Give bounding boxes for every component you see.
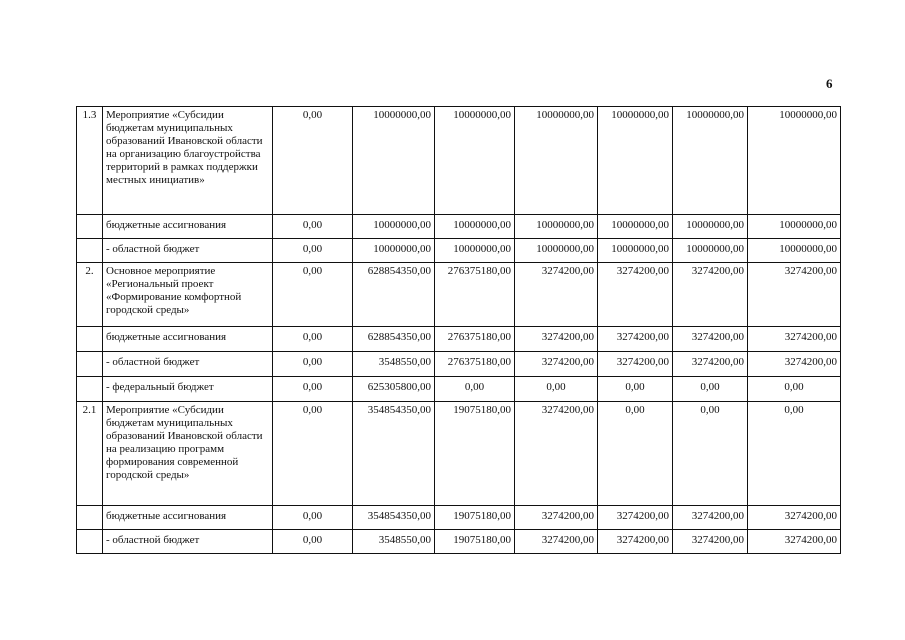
amount-cell: 0,00 <box>273 107 353 215</box>
amount-cell: 10000000,00 <box>515 215 598 239</box>
amount-cell: 10000000,00 <box>353 239 435 263</box>
amount-cell: 3274200,00 <box>673 506 748 530</box>
amount-cell: 10000000,00 <box>515 107 598 215</box>
amount-cell: 0,00 <box>273 402 353 506</box>
row-description: бюджетные ассигнования <box>103 506 273 530</box>
amount-cell: 3274200,00 <box>673 352 748 377</box>
amount-cell: 3274200,00 <box>748 263 841 327</box>
row-description: бюджетные ассигнования <box>103 327 273 352</box>
table-row <box>77 377 841 402</box>
amount-cell: 3274200,00 <box>598 327 673 352</box>
row-description: бюджетные ассигнования <box>103 215 273 239</box>
amount-cell: 10000000,00 <box>748 239 841 263</box>
amount-cell: 0,00 <box>748 377 841 402</box>
row-description: - областной бюджет <box>103 530 273 554</box>
amount-cell: 3274200,00 <box>515 506 598 530</box>
amount-cell: 628854350,00 <box>353 327 435 352</box>
amount-cell: 3274200,00 <box>515 263 598 327</box>
amount-cell: 276375180,00 <box>435 327 515 352</box>
amount-cell: 0,00 <box>515 377 598 402</box>
table-body <box>77 107 841 554</box>
amount-cell: 3548550,00 <box>353 352 435 377</box>
row-description: - федеральный бюджет <box>103 377 273 402</box>
row-code <box>77 352 103 377</box>
amount-cell: 0,00 <box>273 239 353 263</box>
amount-cell: 10000000,00 <box>673 239 748 263</box>
amount-cell: 10000000,00 <box>515 239 598 263</box>
amount-cell: 628854350,00 <box>353 263 435 327</box>
row-code <box>77 327 103 352</box>
amount-cell: 3274200,00 <box>598 530 673 554</box>
amount-cell: 276375180,00 <box>435 263 515 327</box>
amount-cell: 354854350,00 <box>353 402 435 506</box>
amount-cell: 276375180,00 <box>435 352 515 377</box>
amount-cell: 3274200,00 <box>748 506 841 530</box>
amount-cell: 0,00 <box>273 215 353 239</box>
amount-cell: 10000000,00 <box>435 107 515 215</box>
amount-cell: 3274200,00 <box>515 327 598 352</box>
amount-cell: 10000000,00 <box>673 107 748 215</box>
amount-cell: 3274200,00 <box>515 352 598 377</box>
amount-cell: 3274200,00 <box>598 263 673 327</box>
amount-cell: 10000000,00 <box>435 215 515 239</box>
amount-cell: 10000000,00 <box>598 107 673 215</box>
amount-cell: 0,00 <box>273 530 353 554</box>
row-description: Мероприятие «Субсидии бюджетам муниципальных образований Ивановской области на организацию благоустройства территорий в рамках поддержки местных инициатив» <box>103 107 273 215</box>
amount-cell: 625305800,00 <box>353 377 435 402</box>
amount-cell: 0,00 <box>598 402 673 506</box>
row-description: Мероприятие «Субсидии бюджетам муниципальных образований Ивановской области на реализацию программ формирования современной городской среды» <box>103 402 273 506</box>
budget-table <box>76 106 841 554</box>
amount-cell: 3274200,00 <box>515 530 598 554</box>
table-row <box>77 107 841 215</box>
amount-cell: 3274200,00 <box>673 263 748 327</box>
row-description: - областной бюджет <box>103 352 273 377</box>
amount-cell: 10000000,00 <box>748 107 841 215</box>
table-row <box>77 239 841 263</box>
amount-cell: 354854350,00 <box>353 506 435 530</box>
page-number: 6 <box>826 76 833 91</box>
amount-cell: 0,00 <box>748 402 841 506</box>
amount-cell: 3274200,00 <box>673 530 748 554</box>
amount-cell: 3274200,00 <box>515 402 598 506</box>
amount-cell: 3274200,00 <box>598 352 673 377</box>
amount-cell: 3274200,00 <box>598 506 673 530</box>
table-row <box>77 352 841 377</box>
table-row <box>77 327 841 352</box>
row-description: Основное мероприятие «Региональный проект «Формирование комфортной городской среды» <box>103 263 273 327</box>
row-code <box>77 530 103 554</box>
table-row <box>77 215 841 239</box>
row-code: 2.1 <box>77 402 103 506</box>
amount-cell: 10000000,00 <box>673 215 748 239</box>
amount-cell: 0,00 <box>598 377 673 402</box>
amount-cell: 3274200,00 <box>748 327 841 352</box>
amount-cell: 0,00 <box>673 402 748 506</box>
row-code <box>77 239 103 263</box>
row-description: - областной бюджет <box>103 239 273 263</box>
amount-cell: 0,00 <box>273 263 353 327</box>
amount-cell: 10000000,00 <box>435 239 515 263</box>
table-row <box>77 263 841 327</box>
row-code: 2. <box>77 263 103 327</box>
amount-cell: 19075180,00 <box>435 506 515 530</box>
amount-cell: 0,00 <box>435 377 515 402</box>
amount-cell: 19075180,00 <box>435 530 515 554</box>
amount-cell: 10000000,00 <box>748 215 841 239</box>
amount-cell: 3274200,00 <box>748 530 841 554</box>
row-code <box>77 377 103 402</box>
amount-cell: 10000000,00 <box>353 215 435 239</box>
amount-cell: 3274200,00 <box>748 352 841 377</box>
row-code <box>77 215 103 239</box>
amount-cell: 0,00 <box>273 377 353 402</box>
amount-cell: 19075180,00 <box>435 402 515 506</box>
amount-cell: 10000000,00 <box>598 239 673 263</box>
table-row <box>77 402 841 506</box>
amount-cell: 3274200,00 <box>673 327 748 352</box>
amount-cell: 0,00 <box>273 327 353 352</box>
amount-cell: 0,00 <box>673 377 748 402</box>
amount-cell: 10000000,00 <box>598 215 673 239</box>
amount-cell: 0,00 <box>273 352 353 377</box>
row-code <box>77 506 103 530</box>
amount-cell: 3548550,00 <box>353 530 435 554</box>
amount-cell: 0,00 <box>273 506 353 530</box>
table-row <box>77 506 841 530</box>
table-row <box>77 530 841 554</box>
row-code: 1.3 <box>77 107 103 215</box>
amount-cell: 10000000,00 <box>353 107 435 215</box>
